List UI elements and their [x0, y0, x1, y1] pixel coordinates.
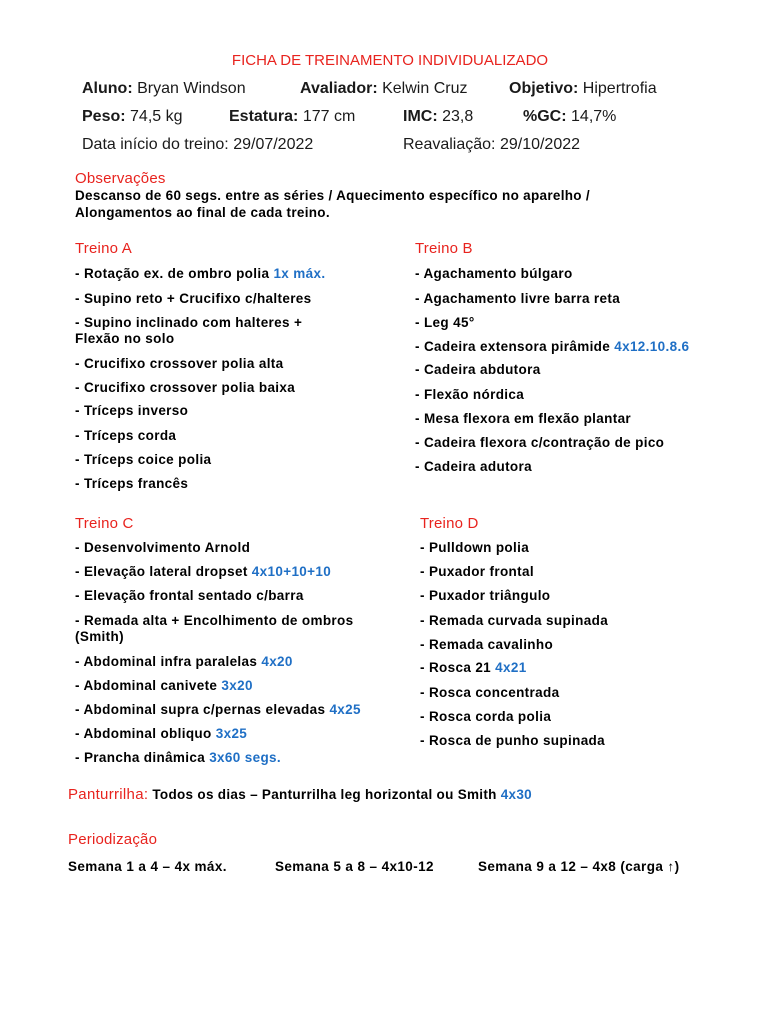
- reassessment-date: Reavaliação: 29/10/2022: [403, 136, 581, 153]
- exercise-spec: 4x20: [261, 654, 293, 669]
- exercise-spec: 3x25: [215, 726, 248, 741]
- exercise-name: - Remada alta + Encolhimento de ombros: [75, 613, 354, 628]
- exercise-spec: 3x20: [221, 678, 253, 693]
- period-week-1-4: Semana 1 a 4 – 4x máx.: [68, 859, 227, 874]
- calf-text: Todos os dias – Panturrilha leg horizontal ou Smith: [148, 787, 501, 802]
- exercise-name: - Supino reto + Crucifixo c/halteres: [75, 291, 312, 306]
- exercise-item: [75, 380, 295, 396]
- exercise-item: [415, 362, 541, 378]
- exercise-item: [75, 452, 211, 468]
- start-date: Data início do treino: 29/07/2022: [82, 136, 314, 153]
- exercise-item: [75, 750, 281, 766]
- exercise-name: - Supino inclinado com halteres +: [75, 315, 303, 330]
- exercise-item: [75, 613, 353, 645]
- exercise-spec: 4x25: [329, 702, 361, 717]
- exercise-item: [420, 540, 529, 556]
- exercise-name: - Tríceps francês: [75, 476, 189, 491]
- exercise-name: - Cadeira flexora c/contração de pico: [415, 435, 665, 450]
- student-field: Aluno: Bryan Windson: [82, 80, 246, 97]
- exercise-spec: 4x21: [495, 660, 527, 675]
- exercise-item: [420, 588, 550, 604]
- exercise-item: [75, 291, 312, 307]
- exercise-item: [420, 709, 551, 725]
- exercise-item: [420, 613, 608, 629]
- exercise-name: - Rosca de punho supinada: [420, 733, 606, 748]
- exercise-item: [420, 660, 527, 676]
- exercise-name: - Elevação lateral dropset: [75, 564, 252, 579]
- period-week-5-8: Semana 5 a 8 – 4x10-12: [275, 859, 434, 874]
- exercise-item: [420, 564, 534, 580]
- evaluator-field: Avaliador: Kelwin Cruz: [300, 80, 468, 97]
- calf-line: [68, 786, 532, 803]
- height-field: Estatura: 177 cm: [229, 108, 356, 125]
- exercise-item: [75, 726, 247, 742]
- exercise-item: [415, 266, 573, 282]
- exercise-spec: 3x60 segs.: [209, 750, 282, 765]
- exercise-name: - Pulldown polia: [420, 540, 530, 555]
- observations-line-1: Descanso de 60 segs. entre as séries / Aquecimento específico no aparelho /: [75, 188, 590, 203]
- exercise-name: - Tríceps corda: [75, 428, 177, 443]
- exercise-item: [415, 387, 524, 403]
- exercise-name: - Cadeira extensora pirâmide: [415, 339, 615, 354]
- exercise-item: [415, 411, 631, 427]
- exercise-name: - Desenvolvimento Arnold: [75, 540, 251, 555]
- exercise-item: [75, 476, 188, 492]
- exercise-item: [415, 459, 532, 475]
- exercise-name-continued: (Smith): [75, 629, 124, 644]
- body-fat-field: %GC: 14,7%: [523, 108, 617, 125]
- exercise-name: - Mesa flexora em flexão plantar: [415, 411, 632, 426]
- periodization-heading: Periodização: [68, 831, 158, 848]
- exercise-name: - Crucifixo crossover polia baixa: [75, 380, 296, 395]
- exercise-item: [415, 339, 689, 355]
- weight-field: Peso: 74,5 kg: [82, 108, 183, 125]
- exercise-item: [420, 685, 559, 701]
- exercise-name-continued: Flexão no solo: [75, 331, 175, 346]
- exercise-item: [75, 654, 293, 670]
- exercise-item: [75, 315, 302, 347]
- exercise-name: - Rosca concentrada: [420, 685, 560, 700]
- exercise-name: - Remada cavalinho: [420, 637, 554, 652]
- exercise-name: - Agachamento livre barra reta: [415, 291, 621, 306]
- exercise-item: [75, 564, 331, 580]
- exercise-name: - Cadeira adutora: [415, 459, 532, 474]
- exercise-spec: 4x12.10.8.6: [614, 339, 690, 354]
- exercise-item: [75, 428, 176, 444]
- exercise-name: - Abdominal canivete: [75, 678, 222, 693]
- treino-c-heading: Treino C: [75, 515, 134, 532]
- exercise-name: - Abdominal infra paralelas: [75, 654, 262, 669]
- treino-b-heading: Treino B: [415, 240, 473, 257]
- exercise-name: - Puxador triângulo: [420, 588, 551, 603]
- exercise-item: [75, 266, 325, 282]
- exercise-name: - Abdominal supra c/pernas elevadas: [75, 702, 330, 717]
- calf-spec: 4x30: [500, 787, 532, 802]
- exercise-name: - Tríceps coice polia: [75, 452, 212, 467]
- exercise-item: [75, 540, 250, 556]
- exercise-name: - Abdominal obliquo: [75, 726, 216, 741]
- exercise-name: - Crucifixo crossover polia alta: [75, 356, 284, 371]
- exercise-name: - Remada curvada supinada: [420, 613, 609, 628]
- period-week-9-12: Semana 9 a 12 – 4x8 (carga ↑): [478, 859, 680, 874]
- treino-d-heading: Treino D: [420, 515, 479, 532]
- exercise-name: - Elevação frontal sentado c/barra: [75, 588, 304, 603]
- exercise-name: - Rosca corda polia: [420, 709, 552, 724]
- treino-a-heading: Treino A: [75, 240, 132, 257]
- exercise-name: - Leg 45°: [415, 315, 475, 330]
- observations-line-2: Alongamentos ao final de cada treino.: [75, 205, 330, 220]
- exercise-item: [75, 403, 188, 419]
- exercise-name: - Agachamento búlgaro: [415, 266, 573, 281]
- exercise-item: [75, 356, 284, 372]
- exercise-name: - Prancha dinâmica: [75, 750, 210, 765]
- exercise-item: [415, 291, 620, 307]
- exercise-spec: 1x máx.: [273, 266, 326, 281]
- exercise-spec: 4x10+10+10: [251, 564, 332, 579]
- observations-heading: Observações: [75, 170, 166, 187]
- exercise-name: - Cadeira abdutora: [415, 362, 541, 377]
- exercise-name: - Puxador frontal: [420, 564, 534, 579]
- exercise-item: [75, 702, 361, 718]
- exercise-item: [420, 733, 605, 749]
- exercise-name: - Flexão nórdica: [415, 387, 525, 402]
- goal-field: Objetivo: Hipertrofia: [509, 80, 657, 97]
- exercise-item: [75, 678, 253, 694]
- exercise-item: [75, 588, 304, 604]
- page-title: FICHA DE TREINAMENTO INDIVIDUALIZADO: [231, 52, 549, 69]
- exercise-item: [420, 637, 553, 653]
- exercise-item: [415, 315, 475, 331]
- exercise-item: [415, 435, 664, 451]
- bmi-field: IMC: 23,8: [403, 108, 474, 125]
- exercise-name: - Tríceps inverso: [75, 403, 189, 418]
- exercise-name: - Rotação ex. de ombro polia: [75, 266, 274, 281]
- calf-label: Panturrilha:: [68, 786, 149, 803]
- exercise-name: - Rosca 21: [420, 660, 496, 675]
